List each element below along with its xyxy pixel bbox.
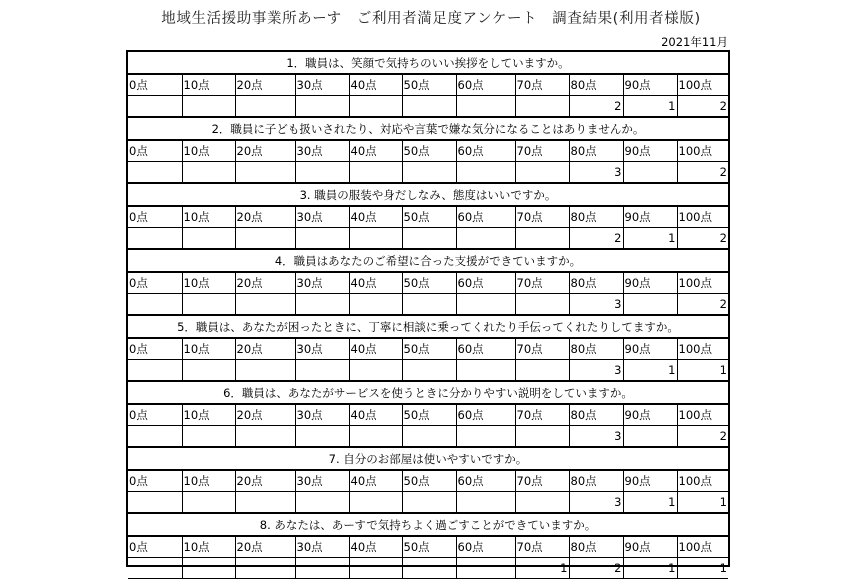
- response-count-cell: [623, 162, 677, 183]
- score-label-cell: 90点: [623, 273, 677, 294]
- response-count-cell: [235, 426, 295, 447]
- response-count-cell: 3: [569, 426, 623, 447]
- response-count-cell: 2: [569, 558, 623, 579]
- score-table: [128, 74, 728, 117]
- score-label-cell: 90点: [623, 339, 677, 360]
- response-count-cell: 3: [569, 162, 623, 183]
- score-label-cell: 40点: [349, 405, 402, 426]
- score-label-cell: 80点: [569, 471, 623, 492]
- response-count-cell: 3: [569, 360, 623, 381]
- response-count-cell: [402, 294, 456, 315]
- score-label-cell: 20点: [235, 207, 295, 228]
- score-label-cell: 40点: [349, 339, 402, 360]
- question-section: [128, 316, 728, 380]
- response-count-cell: [128, 228, 182, 249]
- score-label-cell: 20点: [235, 141, 295, 162]
- score-label-cell: 100点: [677, 537, 728, 558]
- response-count-cell: [182, 426, 235, 447]
- response-count-row: [128, 294, 728, 315]
- score-label-row: [128, 471, 728, 492]
- score-label-cell: 80点: [569, 141, 623, 162]
- response-count-cell: [456, 162, 515, 183]
- response-count-cell: 1: [677, 492, 728, 513]
- response-count-cell: [515, 360, 569, 381]
- page-title: 地域生活援助事業所あーす ご利用者満足度アンケート 調査結果(利用者様版): [161, 11, 701, 27]
- question-text: 4．職員はあなたのご希望に合った支援ができていますか。: [128, 250, 728, 272]
- score-label-cell: 100点: [677, 273, 728, 294]
- response-count-cell: [402, 162, 456, 183]
- score-label-cell: 30点: [295, 141, 349, 162]
- score-label-cell: 30点: [295, 273, 349, 294]
- score-table: [128, 338, 728, 381]
- response-count-cell: [235, 162, 295, 183]
- question-section: [128, 448, 728, 512]
- response-count-row: [128, 96, 728, 117]
- score-label-cell: 50点: [402, 75, 456, 96]
- question-section: [128, 514, 728, 578]
- score-label-cell: 0点: [128, 141, 182, 162]
- response-count-cell: 1: [623, 96, 677, 117]
- response-count-cell: [456, 360, 515, 381]
- response-count-row: [128, 426, 728, 447]
- response-count-cell: 2: [569, 228, 623, 249]
- survey-date: 2021年11月: [661, 35, 728, 49]
- score-label-cell: 50点: [402, 207, 456, 228]
- score-label-cell: 50点: [402, 141, 456, 162]
- response-count-cell: 2: [677, 426, 728, 447]
- score-label-cell: 30点: [295, 75, 349, 96]
- response-count-cell: [128, 360, 182, 381]
- score-label-cell: 60点: [456, 273, 515, 294]
- score-label-row: [128, 273, 728, 294]
- score-label-cell: 30点: [295, 207, 349, 228]
- score-label-cell: 100点: [677, 471, 728, 492]
- response-count-cell: [515, 492, 569, 513]
- question-text: 6．職員は、あなたがサービスを使うときに分かりやすい説明をしていますか。: [128, 382, 728, 404]
- response-count-cell: [295, 96, 349, 117]
- score-table: [128, 470, 728, 513]
- response-count-cell: [515, 228, 569, 249]
- response-count-cell: 1: [677, 360, 728, 381]
- response-count-cell: [623, 426, 677, 447]
- score-label-row: [128, 537, 728, 558]
- response-count-cell: [295, 360, 349, 381]
- response-count-cell: [515, 162, 569, 183]
- score-label-cell: 20点: [235, 471, 295, 492]
- response-count-cell: [128, 492, 182, 513]
- score-label-cell: 10点: [182, 273, 235, 294]
- score-label-cell: 20点: [235, 537, 295, 558]
- score-label-cell: 50点: [402, 537, 456, 558]
- response-count-cell: [235, 558, 295, 579]
- question-text: 1．職員は、笑顔で気持ちのいい挨拶をしていますか。: [128, 52, 728, 74]
- score-label-cell: 90点: [623, 141, 677, 162]
- response-count-row: [128, 228, 728, 249]
- response-count-cell: [295, 294, 349, 315]
- question-text: 2．職員に子ども扱いされたり、対応や言葉で嫌な気分になることはありませんか。: [128, 118, 728, 140]
- response-count-cell: [349, 96, 402, 117]
- score-label-cell: 10点: [182, 339, 235, 360]
- response-count-cell: [456, 96, 515, 117]
- response-count-cell: [349, 426, 402, 447]
- response-count-cell: 2: [569, 96, 623, 117]
- response-count-cell: 2: [677, 162, 728, 183]
- score-table: [128, 206, 728, 249]
- response-count-cell: [349, 162, 402, 183]
- response-count-row: [128, 360, 728, 381]
- score-label-cell: 0点: [128, 75, 182, 96]
- response-count-cell: [456, 492, 515, 513]
- score-label-cell: 90点: [623, 207, 677, 228]
- response-count-cell: [182, 96, 235, 117]
- response-count-cell: 2: [677, 294, 728, 315]
- response-count-cell: [128, 162, 182, 183]
- score-label-cell: 0点: [128, 471, 182, 492]
- response-count-cell: [295, 228, 349, 249]
- score-label-cell: 20点: [235, 405, 295, 426]
- score-label-row: [128, 207, 728, 228]
- response-count-cell: [349, 492, 402, 513]
- score-label-cell: 40点: [349, 471, 402, 492]
- response-count-cell: [182, 228, 235, 249]
- response-count-cell: [182, 162, 235, 183]
- score-table: [128, 272, 728, 315]
- score-label-cell: 10点: [182, 537, 235, 558]
- response-count-cell: [295, 558, 349, 579]
- response-count-cell: [456, 426, 515, 447]
- question-text: 5．職員は、あなたが困ったときに、丁寧に相談に乗ってくれたり手伝ってくれたりしてますか。: [128, 316, 728, 338]
- score-label-cell: 10点: [182, 141, 235, 162]
- response-count-cell: [402, 426, 456, 447]
- response-count-cell: [456, 558, 515, 579]
- response-count-cell: [456, 228, 515, 249]
- score-label-cell: 70点: [515, 339, 569, 360]
- score-label-cell: 80点: [569, 207, 623, 228]
- response-count-cell: [128, 426, 182, 447]
- response-count-cell: [349, 360, 402, 381]
- question-text: 8. あなたは、あーすで気持ちよく過ごすことができていますか。: [128, 514, 728, 536]
- question-section: [128, 118, 728, 182]
- response-count-cell: 2: [677, 96, 728, 117]
- score-label-cell: 100点: [677, 339, 728, 360]
- question-text: 3. 職員の服装や身だしなみ、態度はいいですか。: [128, 184, 728, 206]
- score-label-row: [128, 339, 728, 360]
- score-label-cell: 40点: [349, 207, 402, 228]
- score-label-cell: 50点: [402, 273, 456, 294]
- response-count-cell: 1: [623, 492, 677, 513]
- response-count-cell: [623, 294, 677, 315]
- score-label-cell: 80点: [569, 339, 623, 360]
- score-label-cell: 60点: [456, 537, 515, 558]
- score-label-cell: 10点: [182, 207, 235, 228]
- score-label-cell: 100点: [677, 207, 728, 228]
- score-label-cell: 0点: [128, 339, 182, 360]
- score-label-cell: 100点: [677, 405, 728, 426]
- score-label-cell: 100点: [677, 75, 728, 96]
- response-count-cell: [235, 492, 295, 513]
- response-count-cell: [295, 492, 349, 513]
- score-label-cell: 60点: [456, 141, 515, 162]
- response-count-cell: [349, 558, 402, 579]
- response-count-cell: 1: [623, 228, 677, 249]
- response-count-cell: [128, 96, 182, 117]
- response-count-cell: [402, 360, 456, 381]
- score-label-cell: 70点: [515, 537, 569, 558]
- question-section: [128, 52, 728, 116]
- response-count-cell: [402, 492, 456, 513]
- response-count-cell: [402, 558, 456, 579]
- score-label-row: [128, 75, 728, 96]
- question-section: [128, 184, 728, 248]
- score-label-cell: 80点: [569, 75, 623, 96]
- score-label-cell: 10点: [182, 471, 235, 492]
- score-label-cell: 70点: [515, 273, 569, 294]
- response-count-cell: 3: [569, 294, 623, 315]
- question-section: [128, 250, 728, 314]
- response-count-cell: [182, 492, 235, 513]
- score-label-cell: 10点: [182, 405, 235, 426]
- response-count-cell: [515, 426, 569, 447]
- score-label-cell: 30点: [295, 339, 349, 360]
- score-label-cell: 90点: [623, 471, 677, 492]
- score-table: [128, 536, 728, 579]
- score-label-cell: 80点: [569, 273, 623, 294]
- score-label-cell: 0点: [128, 405, 182, 426]
- score-label-cell: 30点: [295, 537, 349, 558]
- response-count-cell: [128, 558, 182, 579]
- score-label-cell: 40点: [349, 273, 402, 294]
- score-label-cell: 30点: [295, 405, 349, 426]
- score-label-cell: 80点: [569, 537, 623, 558]
- question-section: [128, 382, 728, 446]
- response-count-cell: 2: [677, 228, 728, 249]
- score-label-cell: 10点: [182, 75, 235, 96]
- response-count-cell: [295, 426, 349, 447]
- score-label-cell: 0点: [128, 273, 182, 294]
- score-label-cell: 100点: [677, 141, 728, 162]
- score-label-cell: 50点: [402, 339, 456, 360]
- score-label-cell: 20点: [235, 273, 295, 294]
- response-count-cell: [235, 294, 295, 315]
- score-label-cell: 80点: [569, 405, 623, 426]
- score-label-cell: 70点: [515, 141, 569, 162]
- score-label-cell: 90点: [623, 537, 677, 558]
- response-count-cell: [235, 228, 295, 249]
- response-count-cell: [182, 360, 235, 381]
- response-count-row: [128, 492, 728, 513]
- score-label-cell: 50点: [402, 405, 456, 426]
- score-label-cell: 40点: [349, 141, 402, 162]
- question-text: 7. 自分のお部屋は使いやすいですか。: [128, 448, 728, 470]
- score-label-row: [128, 141, 728, 162]
- score-table: [128, 140, 728, 183]
- score-label-cell: 90点: [623, 75, 677, 96]
- response-count-cell: [128, 294, 182, 315]
- response-count-row: [128, 558, 728, 579]
- response-count-cell: [295, 162, 349, 183]
- response-count-cell: 1: [623, 558, 677, 579]
- score-label-row: [128, 405, 728, 426]
- score-label-cell: 70点: [515, 405, 569, 426]
- score-label-cell: 50点: [402, 471, 456, 492]
- score-label-cell: 30点: [295, 471, 349, 492]
- score-label-cell: 20点: [235, 339, 295, 360]
- score-label-cell: 90点: [623, 405, 677, 426]
- response-count-cell: [456, 294, 515, 315]
- response-count-cell: [515, 294, 569, 315]
- response-count-cell: [235, 360, 295, 381]
- score-label-cell: 60点: [456, 339, 515, 360]
- score-label-cell: 70点: [515, 471, 569, 492]
- response-count-cell: 1: [677, 558, 728, 579]
- response-count-cell: [349, 228, 402, 249]
- response-count-cell: [182, 294, 235, 315]
- score-label-cell: 40点: [349, 537, 402, 558]
- score-label-cell: 0点: [128, 537, 182, 558]
- response-count-row: [128, 162, 728, 183]
- results-sheet: [126, 50, 730, 575]
- response-count-cell: [235, 96, 295, 117]
- score-label-cell: 60点: [456, 471, 515, 492]
- response-count-cell: [349, 294, 402, 315]
- response-count-cell: [182, 558, 235, 579]
- score-label-cell: 0点: [128, 207, 182, 228]
- score-label-cell: 70点: [515, 75, 569, 96]
- score-label-cell: 20点: [235, 75, 295, 96]
- response-count-cell: 1: [623, 360, 677, 381]
- score-table: [128, 404, 728, 447]
- response-count-cell: 1: [515, 558, 569, 579]
- score-label-cell: 70点: [515, 207, 569, 228]
- score-label-cell: 60点: [456, 75, 515, 96]
- score-label-cell: 60点: [456, 405, 515, 426]
- score-label-cell: 60点: [456, 207, 515, 228]
- response-count-cell: [402, 96, 456, 117]
- response-count-cell: [402, 228, 456, 249]
- score-label-cell: 40点: [349, 75, 402, 96]
- response-count-cell: 3: [569, 492, 623, 513]
- response-count-cell: [515, 96, 569, 117]
